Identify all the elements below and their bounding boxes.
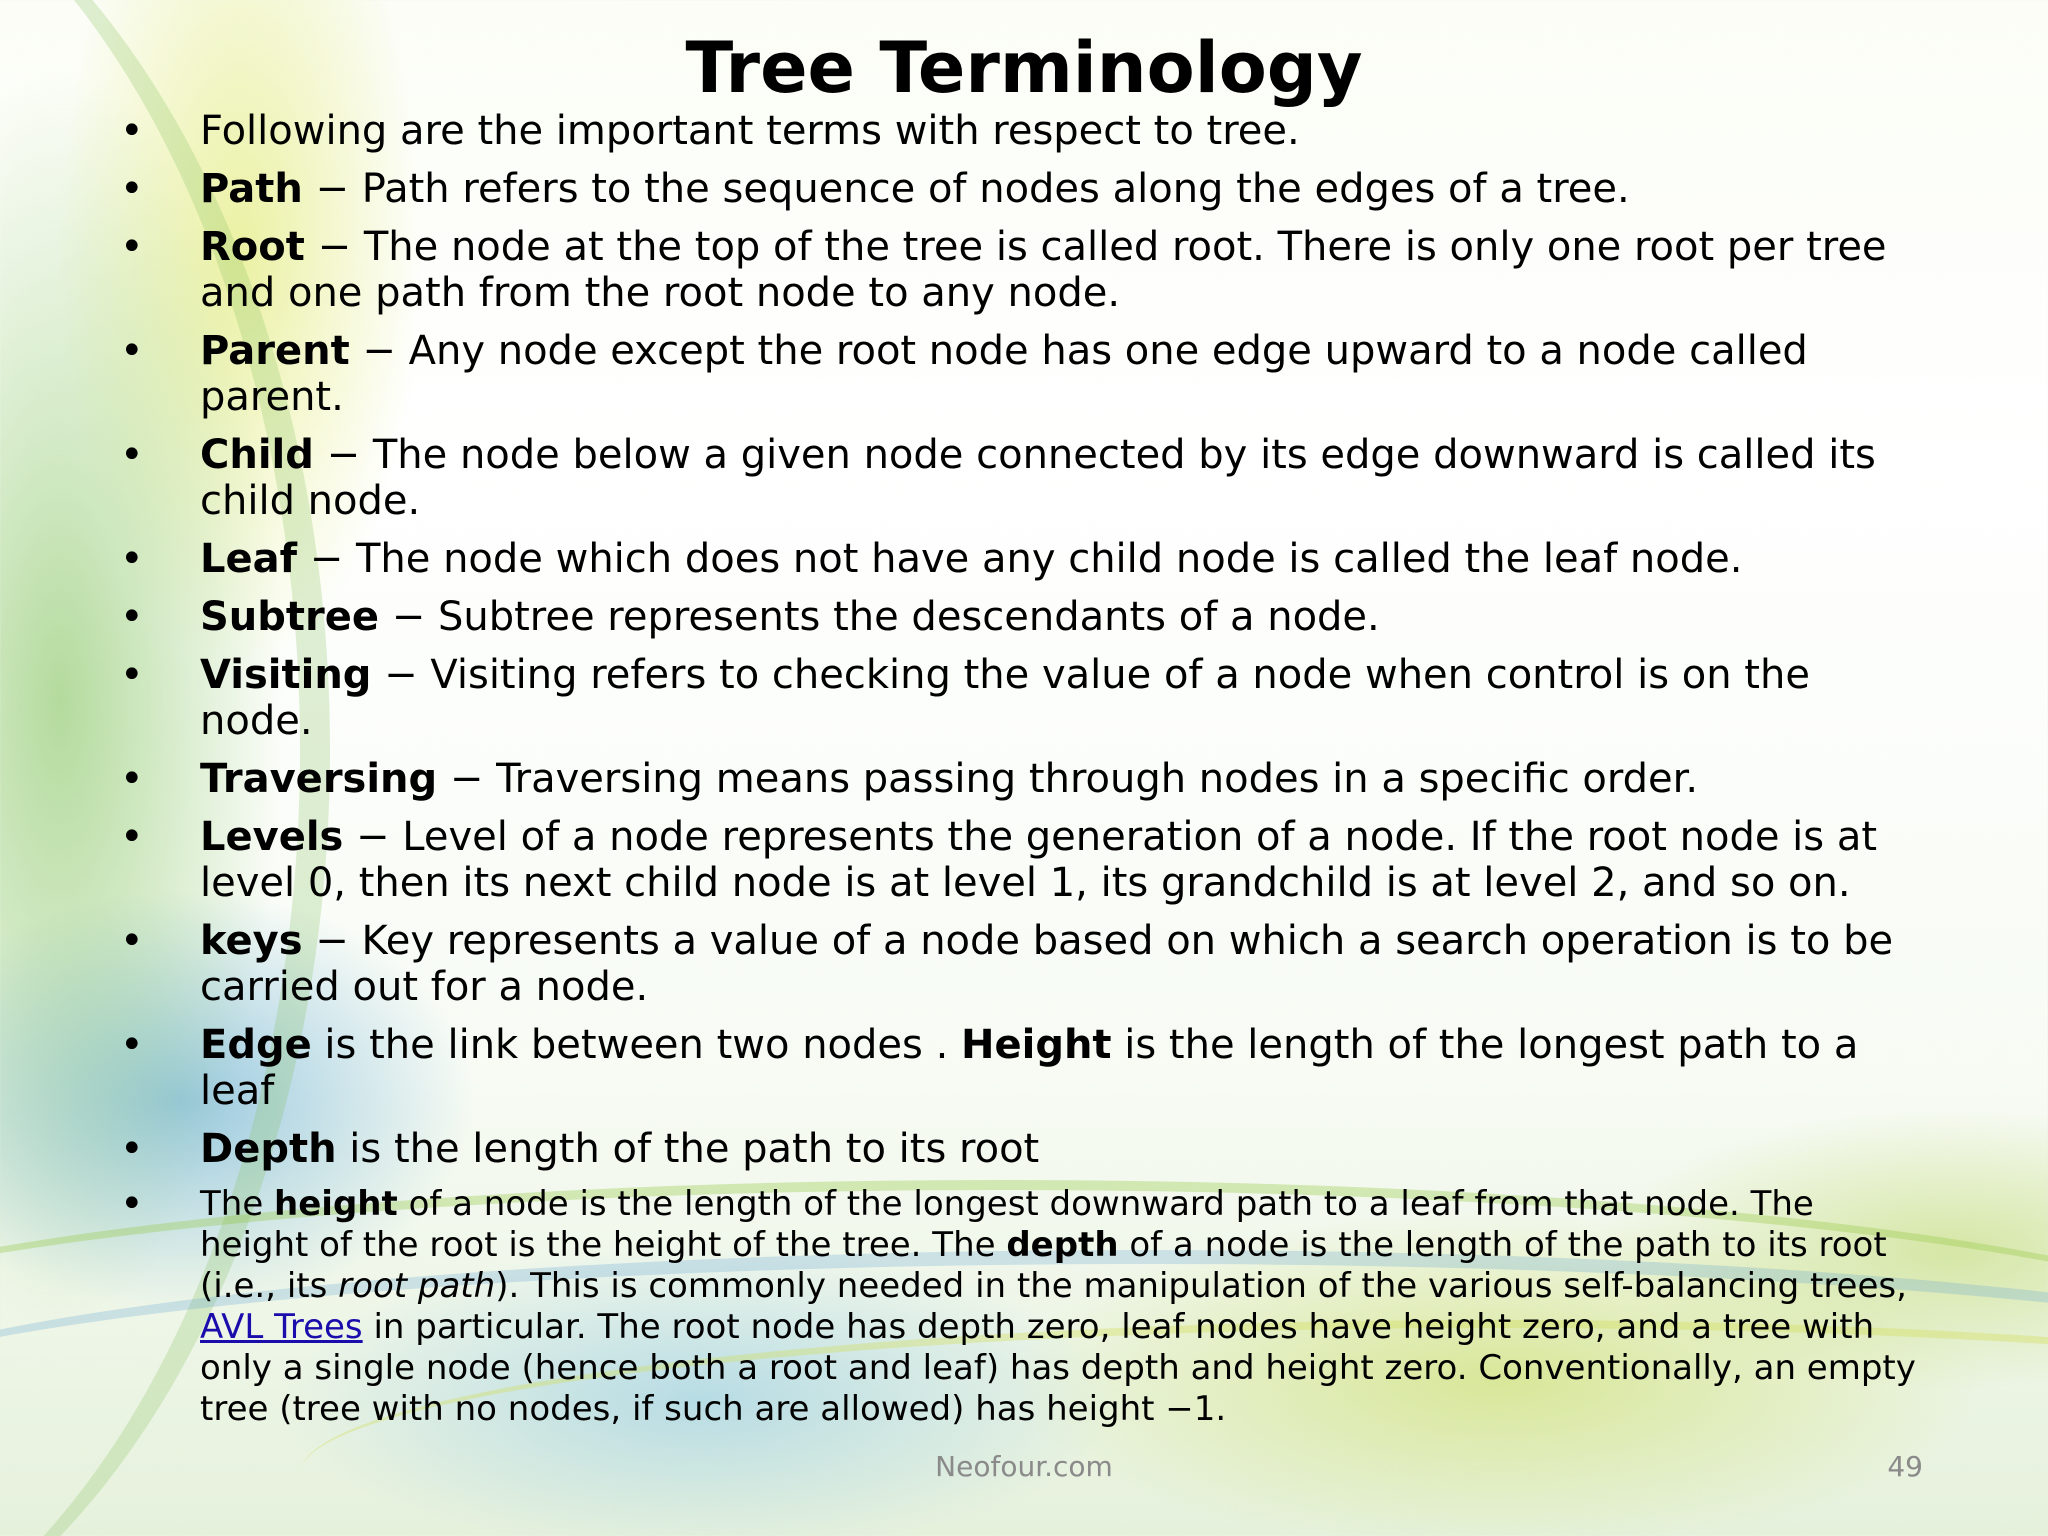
definition-parent: − Any node except the root node has one edge upward to a node called parent.	[200, 328, 1808, 420]
bullet-icon: •	[120, 432, 144, 478]
term-levels: Levels	[200, 814, 344, 860]
bullet-icon: •	[120, 756, 144, 802]
bullet-icon: •	[120, 1126, 144, 1172]
detail-text: in particular. The root node has depth zero, leaf nodes have height zero, and a tree with only a single node (hence both a root and leaf) has depth and height zero. Conventionally, an empty tree (tree with no nodes, if such are allowed) has height −1.	[200, 1307, 1916, 1429]
term-height: Height	[961, 1022, 1112, 1068]
detail-text: ). This is commonly needed in the manipulation of the various self-balancing trees,	[495, 1266, 1907, 1306]
bullet-icon: •	[120, 1022, 144, 1068]
definition-keys: − Key represents a value of a node based on which a search operation is to be carried out for a node.	[200, 918, 1894, 1010]
bullet-icon: •	[120, 224, 144, 270]
slide-number: 49	[1887, 1450, 1923, 1483]
bullet-item-visiting	[0, 652, 2048, 744]
bullet-item-keys	[0, 918, 2048, 1010]
term-depth: Depth	[200, 1126, 337, 1172]
bullet-item-leaf	[0, 536, 2048, 582]
bullet-icon: •	[120, 108, 144, 154]
bullet-icon: •	[120, 594, 144, 640]
term-visiting: Visiting	[200, 652, 372, 698]
bullet-icon: •	[120, 814, 144, 860]
detail-text: of a node is the length of the path to its root (i.e., its	[200, 1225, 1887, 1306]
definition-root: − The node at the top of the tree is called root. There is only one root per tree and one path from the root node to any node.	[200, 224, 1887, 316]
definition-traversing: − Traversing means passing through nodes in a specific order.	[437, 756, 1699, 802]
detail-bold-height: height	[274, 1184, 398, 1224]
definition-child: − The node below a given node connected by its edge downward is called its child node.	[200, 432, 1876, 524]
slide-footer: Neofour.com	[935, 1450, 1113, 1483]
bullet-icon: •	[120, 328, 144, 374]
term-path: Path	[200, 166, 303, 212]
definition-subtree: − Subtree represents the descendants of a node.	[379, 594, 1380, 640]
definition-depth: is the length of the path to its root	[336, 1126, 1040, 1172]
bullet-item-intro	[0, 108, 2048, 154]
bullet-item-edge-height	[0, 1022, 2048, 1114]
bullet-icon: •	[120, 166, 144, 212]
slide-title: Tree Terminology	[685, 27, 1363, 109]
detail-text: The	[200, 1184, 275, 1224]
bullet-item-levels	[0, 814, 2048, 906]
definition-height: is the length of the longest path to a leaf	[200, 1022, 1859, 1114]
bullet-list	[0, 108, 2048, 1442]
detail-bold-depth: depth	[1006, 1225, 1119, 1265]
definition-path: − Path refers to the sequence of nodes along the edges of a tree.	[302, 166, 1630, 212]
bullet-item-height-depth-detail	[0, 1181, 2048, 1430]
avl-trees-link[interactable]: AVL Trees	[200, 1307, 363, 1347]
detail-italic-root-path: root path	[338, 1266, 496, 1306]
bullet-item-parent	[0, 328, 2048, 420]
bullet-item-child	[0, 432, 2048, 524]
definition-visiting: − Visiting refers to checking the value of a node when control is on the node.	[200, 652, 1810, 744]
term-subtree: Subtree	[200, 594, 380, 640]
bullet-text: Following are the important terms with respect to tree.	[200, 108, 1300, 154]
term-leaf: Leaf	[200, 536, 298, 582]
term-edge: Edge	[200, 1022, 312, 1068]
bullet-item-traversing	[0, 756, 2048, 802]
bullet-icon: •	[120, 536, 144, 582]
term-child: Child	[200, 432, 314, 478]
term-parent: Parent	[200, 328, 350, 374]
definition-levels: − Level of a node represents the generation of a node. If the root node is at level 0, then its next child node is at level 1, its grandchild is at level 2, and so on.	[200, 814, 1878, 906]
term-keys: keys	[200, 918, 303, 964]
bullet-item-subtree	[0, 594, 2048, 640]
term-root: Root	[200, 224, 305, 270]
bullet-icon: •	[120, 652, 144, 698]
bullet-item-root	[0, 224, 2048, 316]
bullet-icon: •	[120, 1181, 144, 1227]
bullet-item-path	[0, 166, 2048, 212]
bullet-item-depth	[0, 1126, 2048, 1172]
detail-text: of a node is the length of the longest downward path to a leaf from that node. The height of the root is the height of the tree. The	[200, 1184, 1814, 1265]
definition-leaf: − The node which does not have any child node is called the leaf node.	[297, 536, 1743, 582]
term-traversing: Traversing	[200, 756, 438, 802]
definition-edge: is the link between two nodes .	[311, 1022, 961, 1068]
bullet-icon: •	[120, 918, 144, 964]
